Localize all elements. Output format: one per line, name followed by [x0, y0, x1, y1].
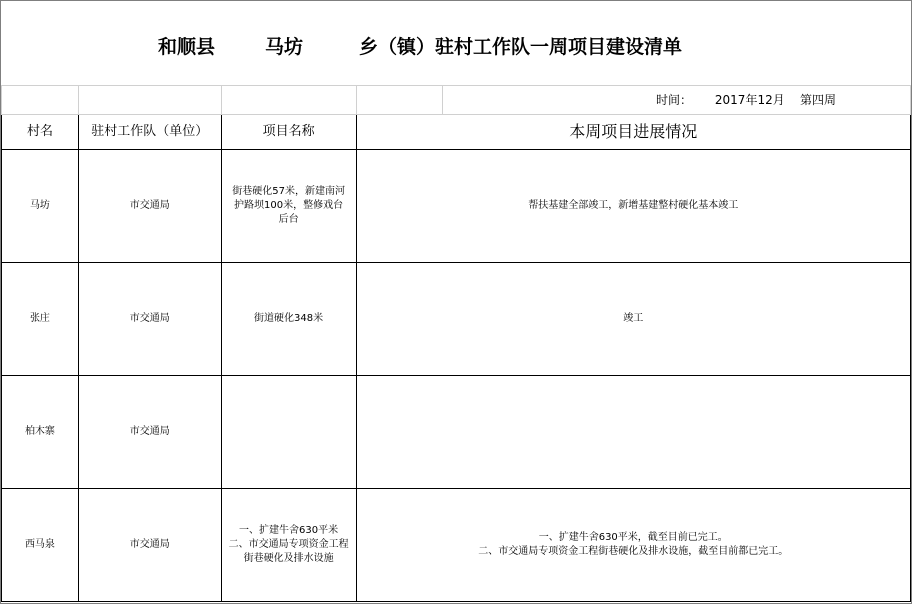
table-row — [2, 489, 911, 602]
table-row — [2, 263, 911, 376]
village-cell[interactable]: 西马泉 — [2, 489, 79, 602]
blank-cell[interactable] — [78, 86, 221, 115]
blank-cell[interactable] — [356, 86, 443, 115]
title-row — [1, 1, 911, 86]
project-cell[interactable]: 街道硬化348米 — [221, 263, 356, 376]
header-project[interactable]: 项目名称 — [221, 115, 356, 150]
progress-cell[interactable] — [356, 376, 911, 489]
project-table — [1, 85, 911, 602]
progress-cell[interactable]: 帮扶基建全部竣工，新增基建整村硬化基本竣工 — [356, 150, 911, 263]
progress-line: 二、市交通局专项资金工程街巷硬化及排水设施，截至目前都已完工。 — [478, 546, 789, 557]
title-county: 和顺县 — [158, 36, 216, 58]
team-cell[interactable]: 市交通局 — [78, 376, 221, 489]
team-cell[interactable]: 市交通局 — [78, 150, 221, 263]
progress-cell[interactable] — [356, 489, 911, 602]
time-label: 时间： — [656, 93, 693, 107]
team-cell[interactable]: 市交通局 — [78, 489, 221, 602]
header-row — [2, 115, 911, 150]
village-cell[interactable]: 马坊 — [2, 150, 79, 263]
week-value: 第四周 — [799, 93, 836, 107]
header-village[interactable]: 村名 — [2, 115, 79, 150]
progress-line: 一、扩建牛舍630平米，截至目前已完工。 — [538, 532, 728, 543]
header-progress[interactable]: 本周项目进展情况 — [356, 115, 911, 150]
project-cell[interactable] — [221, 489, 356, 602]
progress-cell[interactable]: 竣工 — [356, 263, 911, 376]
header-team[interactable]: 驻村工作队（单位） — [78, 115, 221, 150]
village-cell[interactable]: 柏木寨 — [2, 376, 79, 489]
title-rest: 乡（镇）驻村工作队一周项目建设清单 — [359, 36, 683, 58]
project-line: 二、市交通局专项资金工程街巷硬化及排水设施 — [228, 539, 349, 564]
time-value: 2017年12月 — [714, 93, 785, 107]
time-row — [2, 86, 911, 115]
table-row — [2, 376, 911, 489]
team-cell[interactable]: 市交通局 — [78, 263, 221, 376]
table-row — [2, 150, 911, 263]
title-township: 马坊 — [265, 36, 304, 58]
project-cell[interactable] — [221, 376, 356, 489]
project-line: 一、扩建牛舍630平米 — [239, 525, 339, 536]
village-cell[interactable]: 张庄 — [2, 263, 79, 376]
page-title — [1, 32, 911, 60]
blank-cell[interactable] — [221, 86, 356, 115]
blank-cell[interactable] — [2, 86, 79, 115]
project-cell[interactable]: 街巷硬化57米，新建南河护路坝100米，整修戏台后台 — [221, 150, 356, 263]
time-cell[interactable] — [443, 86, 911, 115]
